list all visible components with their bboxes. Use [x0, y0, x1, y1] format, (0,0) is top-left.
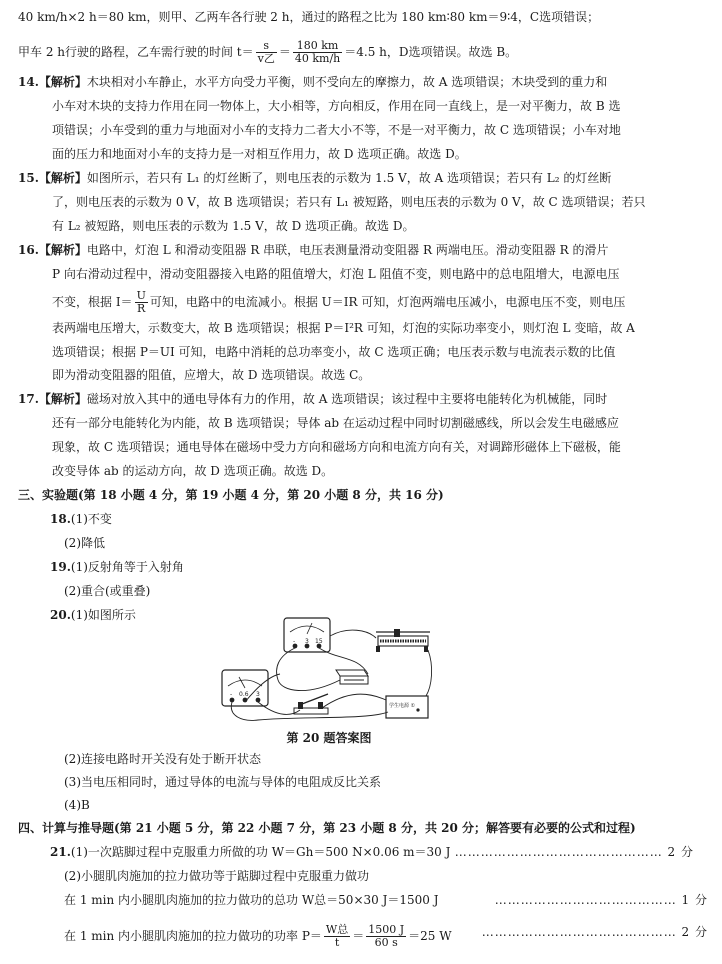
ammeter-terminal-label: 3 — [256, 691, 260, 698]
fraction-denominator: v乙 — [257, 52, 275, 65]
section-title: 三、实验题(第 18 小题 4 分，第 19 小题 4 分，第 20 小题 8 分，共 16 分) — [18, 488, 444, 502]
question-number: 19. — [50, 560, 71, 574]
fraction — [366, 924, 406, 949]
fraction-numerator: U — [136, 289, 146, 302]
answer-text: (1)反射角等于入射角 — [70, 560, 184, 574]
line-text: 可知，电路中的电流减小。根据 U＝IR 可知，灯泡两端电压减小，电源电压不变，则电压 — [149, 295, 626, 309]
answer-text: 在 1 min 内小腿肌肉施加的拉力做功的功率 P＝ — [64, 929, 322, 943]
question-18 — [50, 511, 708, 527]
text-line — [64, 924, 722, 949]
question-19 — [50, 559, 708, 575]
line-text: 现象，故 C 选项错误；通电导体在磁场中受力方向和磁场方向和电流方向有关，对调蹄形磁体上下磁极，能 — [52, 440, 621, 454]
equals-sign: ＝ — [352, 929, 365, 943]
ammeter-icon — [222, 670, 268, 706]
rheostat-icon — [376, 629, 430, 652]
section-heading — [18, 820, 676, 836]
fraction — [256, 40, 277, 65]
voltmeter-terminal-label: - — [293, 638, 296, 645]
text-line — [52, 415, 710, 431]
score-points: ………………………………………… 2 分 — [454, 845, 694, 859]
ammeter-terminal-label: 0.6 — [239, 691, 249, 698]
question-number: 18. — [50, 512, 71, 526]
text-line — [64, 868, 722, 884]
circuit-diagram — [218, 616, 434, 724]
fraction-numerator: 180 km — [293, 40, 342, 53]
answer-text: ＝25 W — [408, 929, 452, 943]
section-heading — [18, 487, 676, 503]
score-points: …………………………………… 1 分 — [494, 893, 708, 907]
line-text: 甲车 2 h行驶的路程，乙车需行驶的时间 t＝ — [18, 45, 254, 59]
line-text: 如图所示，若只有 L₁ 的灯丝断了，则电压表的示数为 1.5 V，故 A 选项错误；若只有 L₂ 的灯丝断 — [86, 171, 612, 185]
text-line — [52, 194, 710, 210]
answer-text: (1)不变 — [70, 512, 112, 526]
line-text: P 向右滑动过程中，滑动变阻器接入电路的阻值增大，灯泡 L 阻值不变，则电路中的总电阻增大，电源电压 — [52, 267, 620, 281]
section-title: 四、计算与推导题(第 21 小题 5 分，第 22 小题 7 分，第 23 小题 8 分，共 20 分；解答要有必要的公式和过程) — [18, 821, 636, 835]
line-text: 即为滑动变阻器的阻值，应增大，故 D 选项错误。故选 C。 — [52, 368, 371, 382]
question-15 — [18, 170, 676, 186]
line-text: 不变，根据 I＝ — [52, 295, 133, 309]
text-line — [52, 122, 710, 138]
ammeter-terminal-label: - — [230, 691, 233, 698]
voltmeter-terminal-label: 15 — [315, 638, 323, 645]
equals-sign: ＝ — [278, 45, 291, 59]
text-line — [64, 892, 722, 908]
answer-text: (4)B — [64, 798, 90, 812]
line-text: 项错误；小车受到的重力与地面对小车的支持力二者大小不等，不是一对平衡力，故 C 选项错误；小车对地 — [52, 123, 621, 137]
text-line — [64, 774, 722, 790]
fraction — [135, 290, 148, 315]
answer-text: (2)连接电路时开关没有处于断开状态 — [64, 752, 261, 766]
question-17 — [18, 391, 676, 407]
text-line — [52, 218, 710, 234]
fraction-denominator: R — [137, 302, 146, 315]
answer-text: (2)重合(或重叠) — [64, 584, 151, 598]
analysis-tag: 【解析】 — [38, 75, 87, 89]
analysis-tag: 【解析】 — [38, 171, 87, 185]
power-supply-label: 学生电源 ① — [389, 703, 416, 709]
text-line — [52, 98, 710, 114]
question-14 — [18, 74, 676, 90]
score-points: ……………………………………… 2 分 — [481, 925, 708, 939]
text-line — [52, 146, 710, 162]
voltmeter-icon — [284, 618, 330, 652]
answer-text: (1)如图所示 — [70, 608, 136, 622]
line-text: 选项错误；根据 P＝UI 可知，电路中消耗的总功率变小，故 C 选项正确；电压表示数与电流表示数的比值 — [52, 345, 616, 359]
line-text: 电路中，灯泡 L 和滑动变阻器 R 串联，电压表测量滑动变阻器 R 两端电压。滑动变阻器 R 的滑片 — [86, 243, 609, 257]
answer-text: (1)一次踮脚过程中克服重力所做的功 W＝Gh＝500 N×0.06 m＝30 J — [70, 845, 451, 859]
power-supply-icon — [386, 696, 428, 718]
question-number: 20. — [50, 608, 71, 622]
analysis-tag: 【解析】 — [38, 243, 87, 257]
fraction — [324, 924, 350, 949]
answer-text: (3)当电压相同时，通过导体的电流与导体的电阻成反比关系 — [64, 775, 382, 789]
fraction-denominator: 40 km/h — [294, 52, 341, 65]
voltmeter-terminal-label: 3 — [305, 638, 309, 645]
question-number: 17. — [18, 392, 39, 406]
text-line — [52, 266, 710, 282]
question-number: 14. — [18, 75, 39, 89]
text-line — [52, 439, 710, 455]
question-number: 16. — [18, 243, 39, 257]
text-line — [18, 40, 676, 65]
circuit-figure — [218, 616, 434, 724]
text-line — [64, 797, 722, 813]
answer-text: (2)小腿肌肉施加的拉力做功等于踮脚过程中克服重力做功 — [64, 869, 370, 883]
question-16 — [18, 242, 676, 258]
text-line — [52, 320, 710, 336]
fraction-denominator: t — [334, 936, 340, 949]
question-21 — [50, 844, 708, 860]
answer-text: 在 1 min 内小腿肌肉施加的拉力做功的总功 W总＝50×30 J＝1500 J — [64, 893, 439, 907]
answer-text: (2)降低 — [64, 536, 105, 550]
line-text: 磁场对放入其中的通电导体有力的作用，故 A 选项错误；该过程中主要将电能转化为机械能，同时 — [86, 392, 608, 406]
line-text: 还有一部分电能转化为内能，故 B 选项错误；导体 ab 在运动过程中同时切割磁感线，所以会发生电磁感应 — [52, 416, 619, 430]
line-text: 了，则电压表的示数为 0 V，故 B 选项错误；若只有 L₁ 被短路，则电压表的示数为 0 V，故 C 选项错误；若只 — [52, 195, 646, 209]
line-text: 表两端电压增大，示数变大，故 B 选项错误；根据 P＝I²R 可知，灯泡的实际功率变小，则灯泡 L 变暗，故 A — [52, 321, 635, 335]
question-number: 15. — [18, 171, 39, 185]
text-line — [52, 463, 710, 479]
fraction-numerator: W总 — [325, 923, 349, 936]
text-line — [64, 583, 722, 599]
line-text: ＝4.5 h，D选项错误。故选 B。 — [344, 45, 518, 59]
line-text: 改变导体 ab 的运动方向，故 D 选项正确。故选 D。 — [52, 464, 334, 478]
text-line — [64, 751, 722, 767]
resistor-icon — [336, 670, 368, 684]
text-line — [52, 290, 710, 315]
line-text: 木块相对小车静止，水平方向受力平衡，则不受向左的摩擦力，故 A 选项错误；木块受到的重力和 — [86, 75, 608, 89]
fraction-numerator: 1500 J — [368, 923, 405, 936]
line-text: 小车对木块的支持力作用在同一物体上，大小相等，方向相反，作用在同一直线上，是一对平衡力，故 B 选 — [52, 99, 621, 113]
line-text: 40 km/h×2 h＝80 km，则甲、乙两车各行驶 2 h，通过的路程之比为 180 km∶80 km＝9∶4，C选项错误； — [18, 10, 600, 24]
line-text: 面的压力和地面对小车的支持力是一对相互作用力，故 D 选项正确。故选 D。 — [52, 147, 467, 161]
question-number: 21. — [50, 845, 71, 859]
line-text: 有 L₂ 被短路，则电压表的示数为 1.5 V，故 D 选项正确。故选 D。 — [52, 219, 415, 233]
text-line — [18, 9, 676, 25]
fraction-denominator: 60 s — [374, 936, 398, 949]
figure-caption: 第 20 题答案图 — [286, 731, 372, 745]
text-line — [52, 344, 710, 360]
fraction — [293, 40, 342, 65]
fraction-numerator: s — [256, 40, 277, 53]
analysis-tag: 【解析】 — [38, 392, 87, 406]
text-line — [64, 535, 722, 551]
text-line — [52, 367, 710, 383]
